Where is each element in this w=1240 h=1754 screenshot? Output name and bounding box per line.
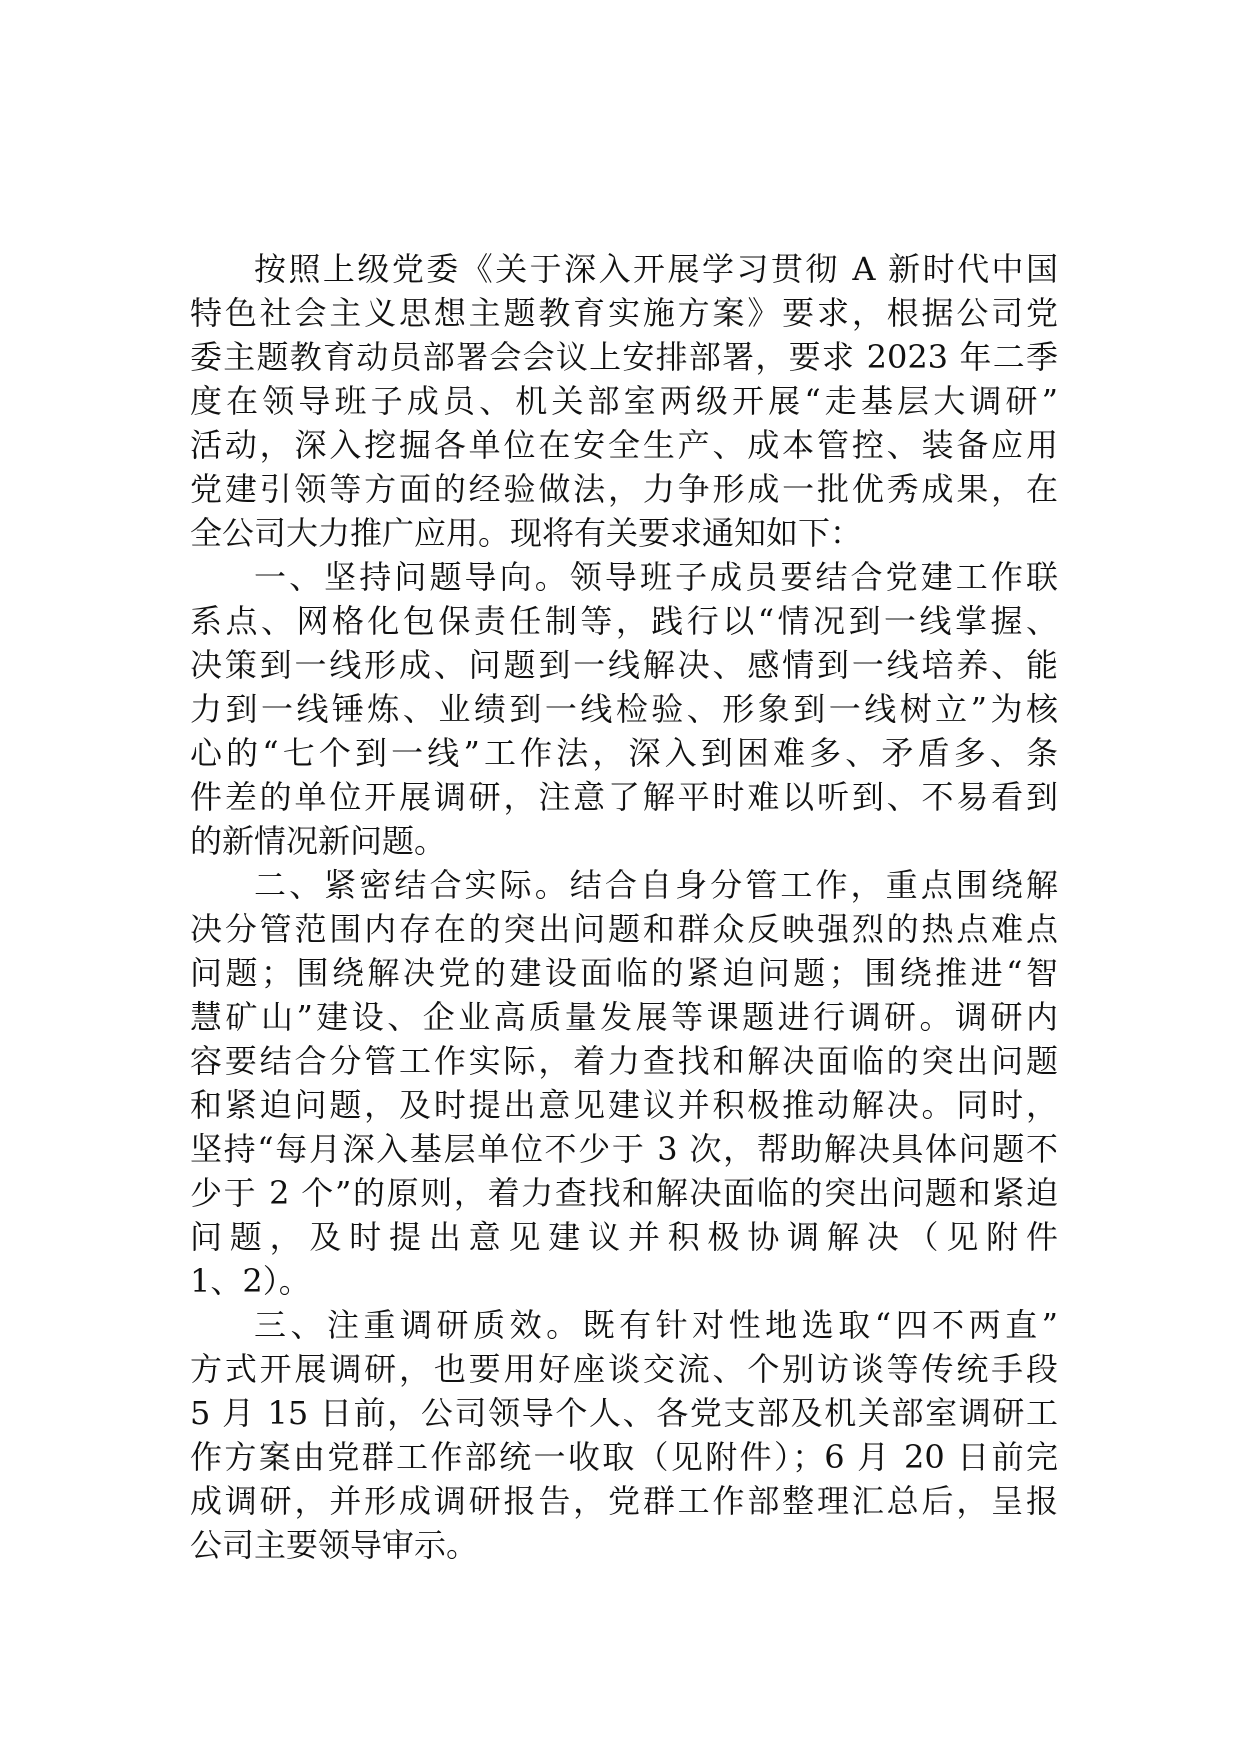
document-body <box>190 247 1058 1567</box>
text-line: 特色社会主义思想主题教育实施方案》要求，根据公司党 <box>190 294 1058 332</box>
text-line: 的新情况新问题。 <box>190 822 447 860</box>
text-line: 二、紧密结合实际。结合自身分管工作，重点围绕解 <box>254 866 1058 904</box>
paragraph-section-2 <box>190 863 1058 1303</box>
text-line: 作方案由党群工作部统一收取（见附件）；6 月 20 日前完 <box>190 1438 1058 1476</box>
text-line: 度在领导班子成员、机关部室两级开展“走基层大调研” <box>190 382 1058 420</box>
text-line: 问题，及时提出意见建议并积极协调解决（见附件 <box>190 1218 1058 1256</box>
text-line: 活动，深入挖掘各单位在安全生产、成本管控、装备应用 <box>190 426 1058 464</box>
text-line: 按照上级党委《关于深入开展学习贯彻 A 新时代中国 <box>254 250 1058 288</box>
text-line: 慧矿山”建设、企业高质量发展等课题进行调研。调研内 <box>190 998 1058 1036</box>
paragraph-intro <box>190 247 1058 555</box>
text-line: 坚持“每月深入基层单位不少于 3 次，帮助解决具体问题不 <box>190 1130 1058 1168</box>
text-line: 一、坚持问题导向。领导班子成员要结合党建工作联 <box>254 558 1058 596</box>
text-line: 委主题教育动员部署会会议上安排部署，要求 2023 年二季 <box>190 338 1058 376</box>
text-line: 决分管范围内存在的突出问题和群众反映强烈的热点难点 <box>190 910 1058 948</box>
text-line: 容要结合分管工作实际，着力查找和解决面临的突出问题 <box>190 1042 1058 1080</box>
text-line: 党建引领等方面的经验做法，力争形成一批优秀成果，在 <box>190 470 1058 508</box>
text-line: 5 月 15 日前，公司领导个人、各党支部及机关部室调研工 <box>190 1394 1058 1432</box>
text-line: 全公司大力推广应用。现将有关要求通知如下： <box>190 514 863 552</box>
paragraph-section-1 <box>190 555 1058 863</box>
text-line: 系点、网格化包保责任制等，践行以“情况到一线掌握、 <box>190 602 1058 640</box>
text-line: 问题；围绕解决党的建设面临的紧迫问题；围绕推进“智 <box>190 954 1058 992</box>
text-line: 力到一线锤炼、业绩到一线检验、形象到一线树立”为核 <box>190 690 1058 728</box>
text-line: 三、注重调研质效。既有针对性地选取“四不两直” <box>254 1306 1058 1344</box>
text-line: 决策到一线形成、问题到一线解决、感情到一线培养、能 <box>190 646 1058 684</box>
text-line: 件差的单位开展调研，注意了解平时难以听到、不易看到 <box>190 778 1058 816</box>
text-line: 少于 2 个”的原则，着力查找和解决面临的突出问题和紧迫 <box>190 1174 1058 1212</box>
text-line: 和紧迫问题，及时提出意见建议并积极推动解决。同时， <box>190 1086 1058 1124</box>
text-line: 方式开展调研，也要用好座谈交流、个别访谈等传统手段 <box>190 1350 1058 1388</box>
text-line: 成调研，并形成调研报告，党群工作部整理汇总后，呈报 <box>190 1482 1058 1520</box>
text-line: 1、2）。 <box>190 1262 311 1300</box>
paragraph-section-3 <box>190 1303 1058 1567</box>
text-line: 心的“七个到一线”工作法，深入到困难多、矛盾多、条 <box>190 734 1058 772</box>
text-line: 公司主要领导审示。 <box>190 1526 479 1564</box>
